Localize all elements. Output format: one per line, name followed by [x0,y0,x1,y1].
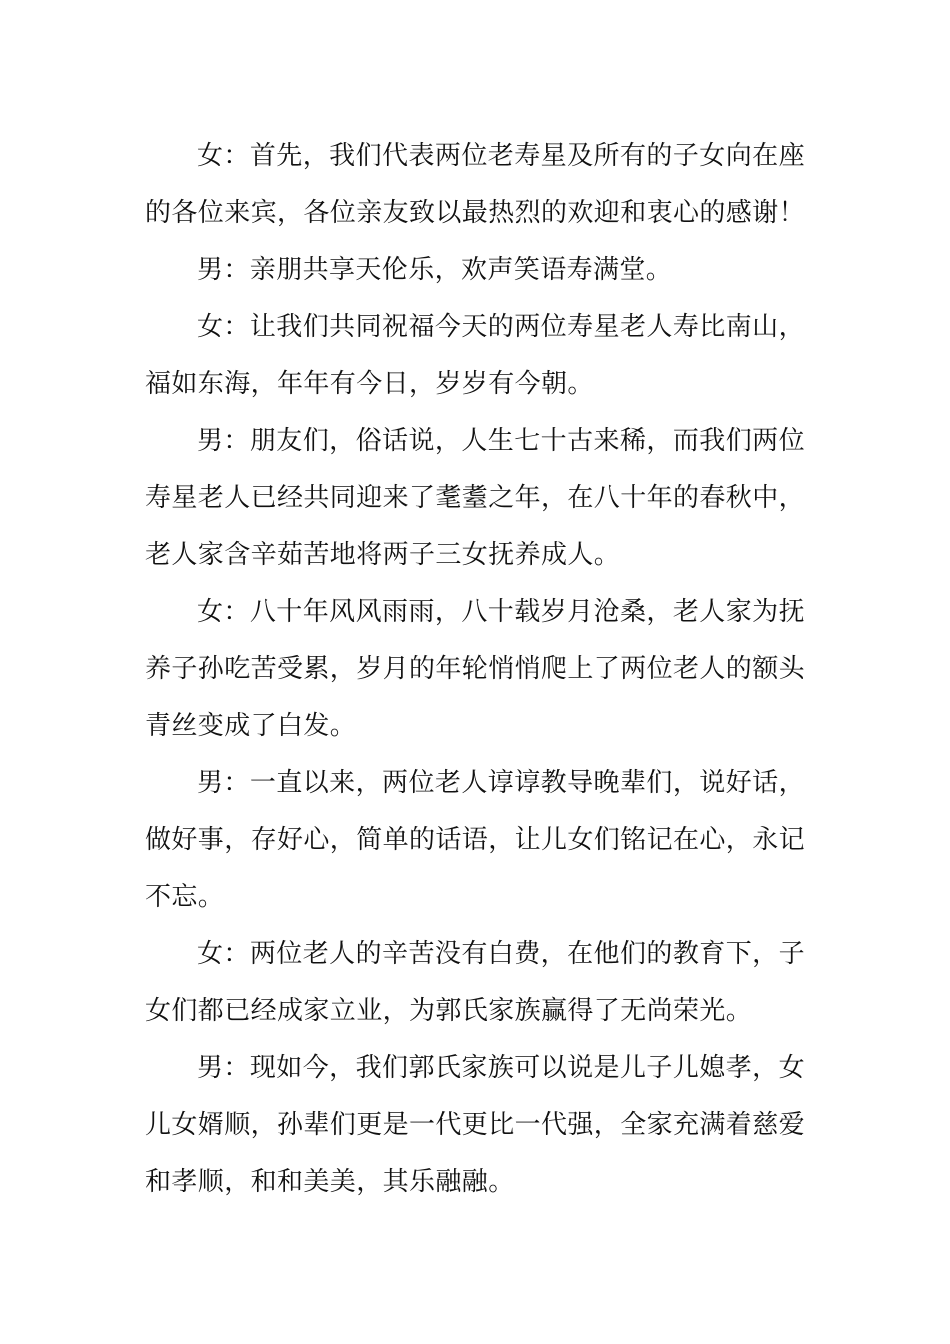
paragraph-2: 男：亲朋共享天伦乐，欢声笑语寿满堂。 [197,255,673,285]
paragraph-8: 男：现如今，我们郭氏家族可以说是儿子儿媳孝，女儿女婿顺，孙辈们更是一代更比一代强，全家充满着慈爱和孝顺，和和美美，其乐融融。 [145,1053,806,1197]
paragraph-1: 女：首先，我们代表两位老寿星及所有的子女向在座的各位来宾，各位亲友致以最热烈的欢迎和衷心的感谢！ [145,141,806,228]
paragraph-7: 女：两位老人的辛苦没有白费，在他们的教育下，子女们都已经成家立业，为郭氏家族赢得了无尚荣光。 [145,939,805,1026]
paragraph-3: 女：让我们共同祝福今天的两位寿星老人寿比南山，福如东海，年年有今日，岁岁有今朝。 [145,312,805,399]
paragraph-6: 男：一直以来，两位老人谆谆教导晚辈们，说好话，做好事，存好心，简单的话语，让儿女们铭记在心，永记不忘。 [145,768,806,912]
paragraph-5: 女：八十年风风雨雨，八十载岁月沧桑，老人家为抚养子孙吃苦受累，岁月的年轮悄悄爬上了两位老人的额头青丝变成了白发。 [145,597,806,741]
document-page [145,128,805,1211]
paragraph-4: 男：朋友们，俗话说，人生七十古来稀，而我们两位寿星老人已经共同迎来了耄耋之年，在八十年的春秋中，老人家含辛茹苦地将两子三女抚养成人。 [145,426,806,570]
